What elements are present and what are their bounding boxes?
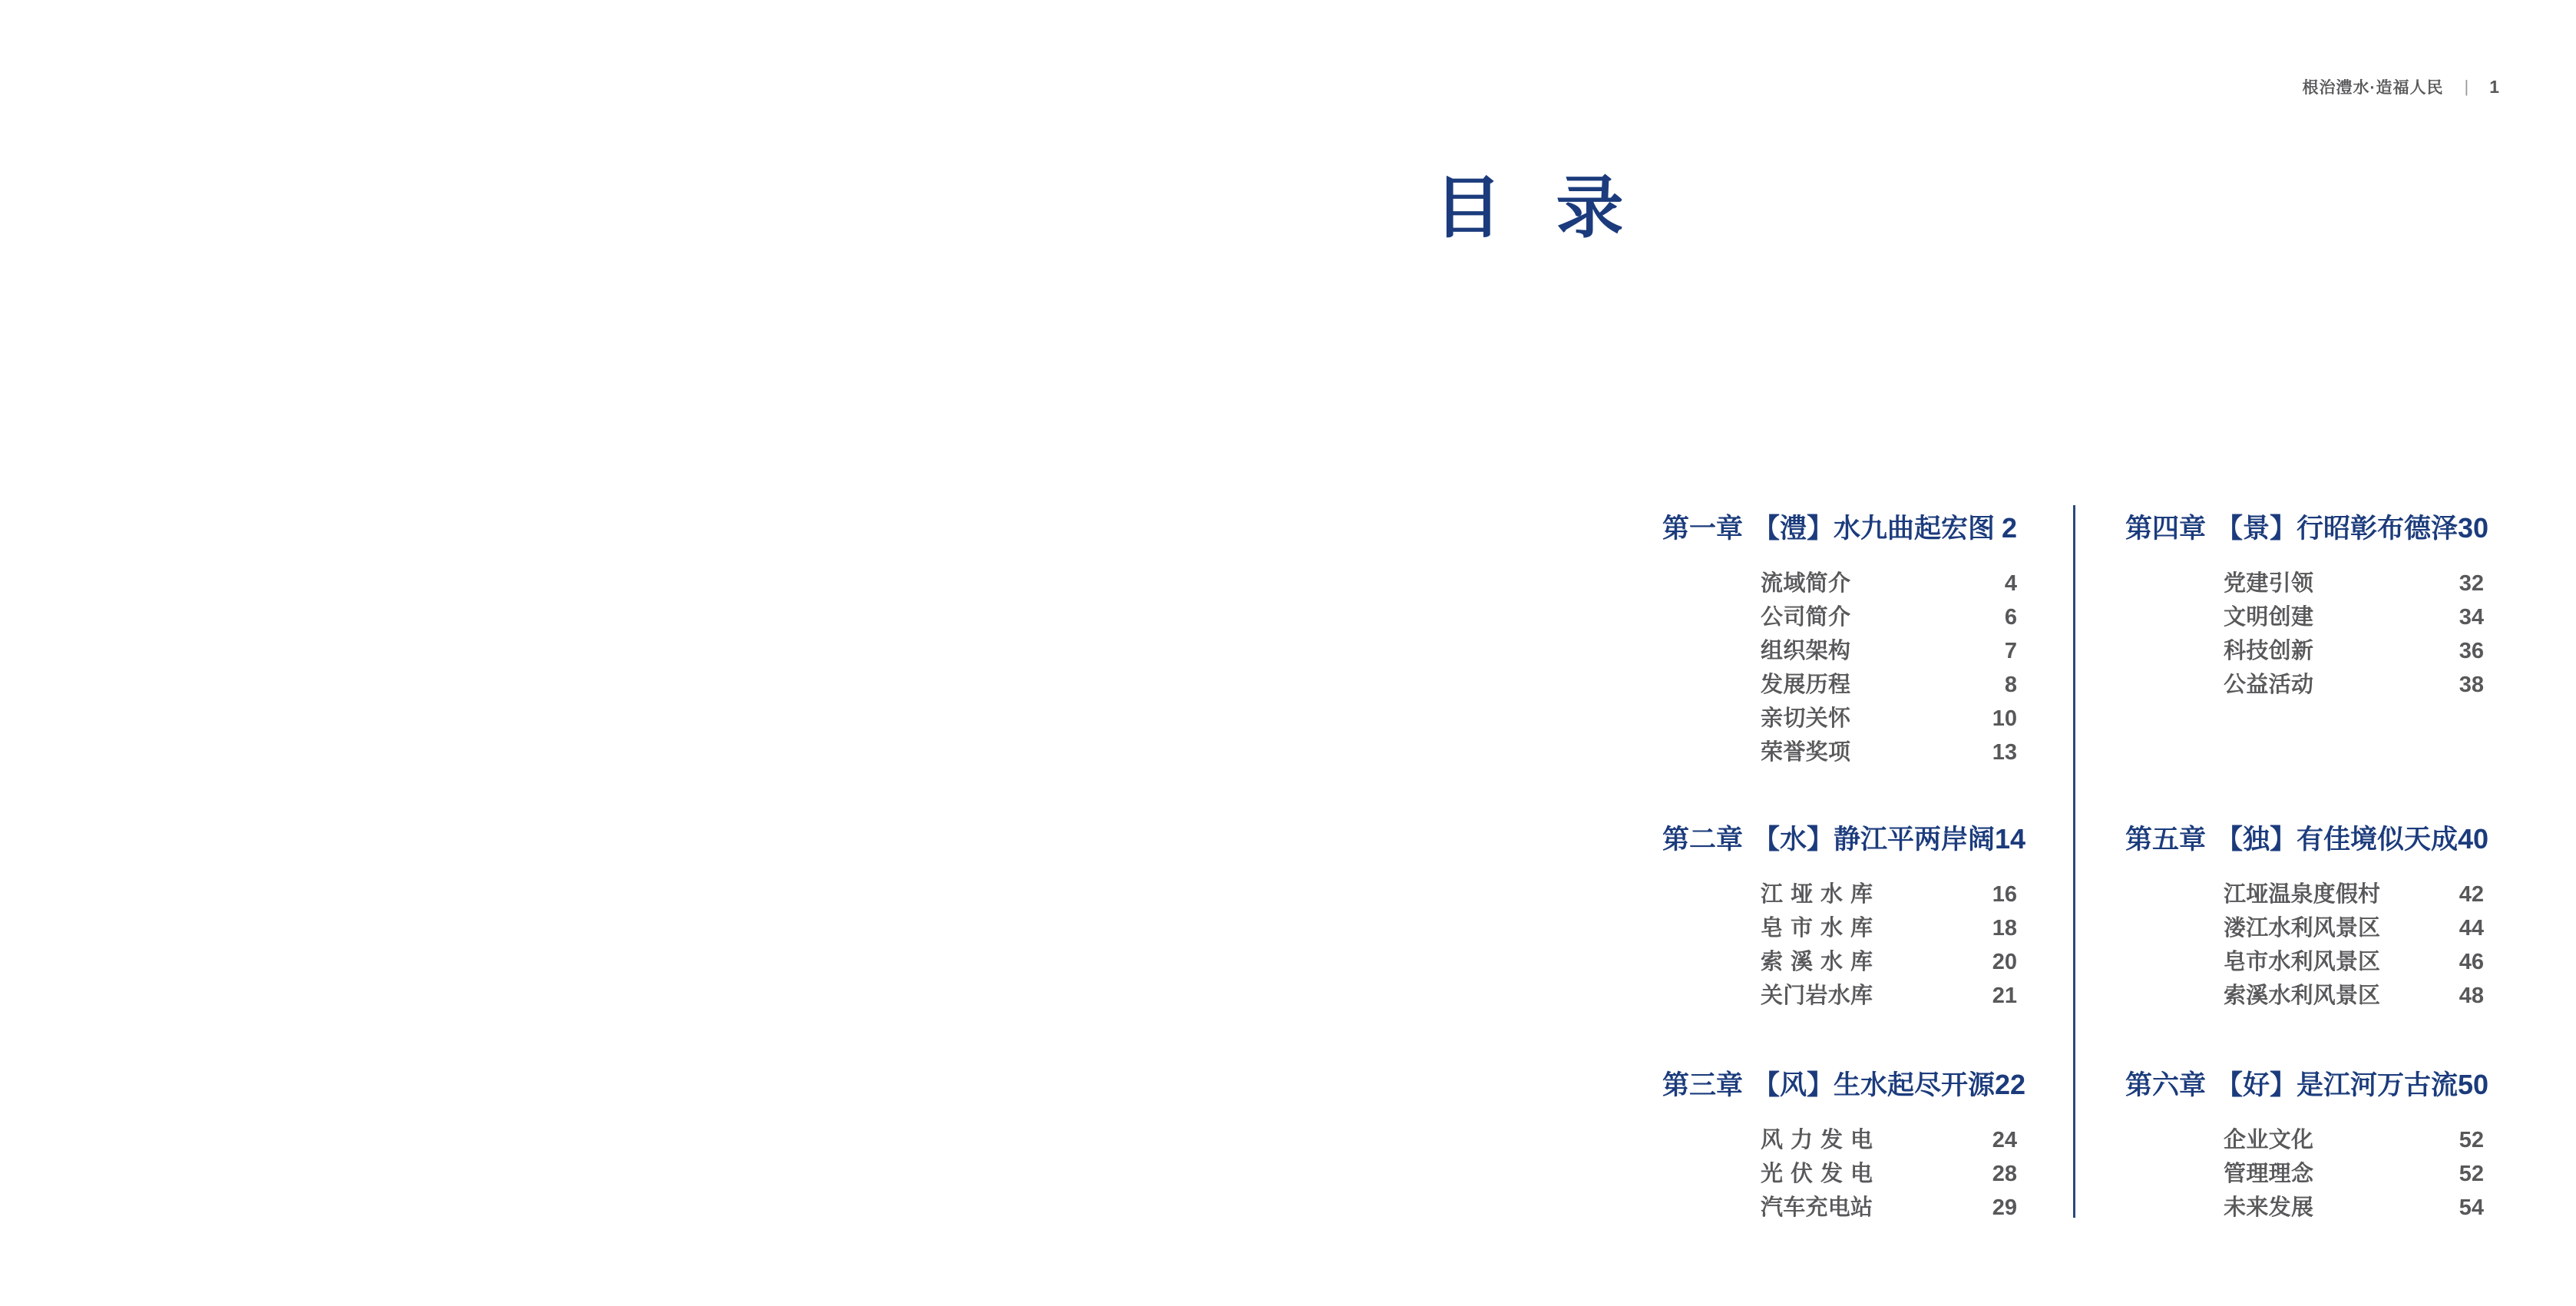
- chapter-title: 【风】生水起尽开源: [1753, 1070, 1996, 1100]
- chapter-page-number: 40: [2458, 823, 2489, 855]
- column-divider: [2073, 505, 2075, 1218]
- chapter-heading: [2125, 1063, 2489, 1106]
- toc-item-label: 组织架构: [1761, 639, 1850, 663]
- chapter-heading: [1662, 507, 2017, 550]
- toc-item-page: 4: [2004, 571, 2017, 596]
- toc-item: [2125, 567, 2484, 600]
- toc-item-page: 46: [2459, 950, 2484, 974]
- toc-item: [2125, 878, 2484, 911]
- toc-item-label: 公益活动: [2224, 673, 2313, 697]
- toc-item-label: 关门岩水库: [1761, 984, 1873, 1008]
- toc-item-page: 44: [2459, 916, 2484, 941]
- toc-item: [2125, 1123, 2484, 1157]
- chapter-prefix: 第四章: [2125, 514, 2207, 544]
- toc-item-page: 18: [1992, 916, 2017, 941]
- toc-item: [1662, 668, 2017, 702]
- toc-item-label: 科技创新: [2224, 639, 2313, 663]
- toc-item-label: 亲切关怀: [1761, 706, 1850, 731]
- toc-item-label: 江垭温泉度假村: [2224, 882, 2380, 907]
- toc-item-page: 8: [2004, 673, 2017, 697]
- toc-item: [1662, 600, 2017, 634]
- chapter-title: 【澧】水九曲起宏图: [1753, 514, 1996, 544]
- toc-item: [2125, 668, 2484, 702]
- toc-item-label: 皂市水利风景区: [2224, 950, 2380, 974]
- chapter-block-5: [2125, 818, 2489, 1013]
- toc-item: [1662, 878, 2017, 911]
- toc-item-label: 索溪水库: [1761, 950, 1873, 974]
- toc-item-page: 52: [2459, 1162, 2484, 1186]
- toc-item-label: 党建引领: [2224, 571, 2313, 596]
- chapter-title: 【好】是江河万古流: [2216, 1070, 2459, 1100]
- chapter-page-number: 22: [1995, 1069, 2026, 1100]
- chapter-page-number: 2: [2001, 512, 2017, 544]
- toc-item-page: 20: [1992, 950, 2017, 974]
- toc-item: [1662, 567, 2017, 600]
- chapter-items: [2125, 1123, 2484, 1225]
- chapter-prefix: 第一章: [1662, 514, 1744, 544]
- chapter-title: 【水】静江平两岸阔: [1753, 825, 1996, 855]
- chapter-prefix: 第五章: [2125, 825, 2207, 855]
- page-title: 目 录: [1434, 170, 1627, 246]
- toc-item-page: 7: [2004, 639, 2017, 663]
- toc-item: [2125, 1191, 2484, 1225]
- toc-item-label: 皂市水库: [1761, 916, 1873, 941]
- toc-item: [2125, 911, 2484, 945]
- chapter-block-6: [2125, 1063, 2489, 1225]
- toc-item-page: 52: [2459, 1128, 2484, 1152]
- toc-item-label: 荣誉奖项: [1761, 740, 1850, 765]
- chapter-prefix: 第三章: [1662, 1070, 1744, 1100]
- chapter-block-1: [1662, 507, 2017, 769]
- toc-item-page: 6: [2004, 605, 2017, 630]
- chapter-block-4: [2125, 507, 2489, 702]
- chapter-prefix: 第六章: [2125, 1070, 2207, 1100]
- chapter-block-2: [1662, 818, 2026, 1013]
- toc-item-page: 34: [2459, 605, 2484, 630]
- toc-item-page: 36: [2459, 639, 2484, 663]
- toc-item: [1662, 1123, 2017, 1157]
- chapter-heading: [1662, 818, 2026, 861]
- toc-item-page: 24: [1992, 1128, 2017, 1152]
- chapter-page-number: 50: [2458, 1069, 2489, 1100]
- toc-item-page: 42: [2459, 882, 2484, 907]
- toc-item: [1662, 911, 2017, 945]
- chapter-title: 【景】行昭彰布德泽: [2216, 514, 2459, 544]
- chapter-items: [2125, 878, 2484, 1013]
- toc-item-label: 江垭水库: [1761, 882, 1873, 907]
- chapter-heading: [1662, 1063, 2026, 1106]
- toc-item: [1662, 702, 2017, 736]
- toc-item: [2125, 1157, 2484, 1191]
- toc-item-label: 汽车充电站: [1761, 1195, 1873, 1220]
- chapter-prefix: 第二章: [1662, 825, 1744, 855]
- toc-item: [1662, 634, 2017, 668]
- toc-item: [2125, 634, 2484, 668]
- toc-item-label: 光伏发电: [1761, 1162, 1873, 1186]
- toc-item-label: 溇江水利风景区: [2224, 916, 2380, 941]
- running-head-slogan: 根治澧水·造福人民: [2302, 79, 2444, 97]
- toc-item-label: 索溪水利风景区: [2224, 984, 2380, 1008]
- chapter-page-number: 14: [1995, 823, 2026, 855]
- chapter-block-3: [1662, 1063, 2026, 1225]
- running-head: [2302, 75, 2499, 98]
- toc-item-page: 13: [1992, 740, 2017, 765]
- toc-item: [2125, 979, 2484, 1013]
- toc-item: [1662, 1191, 2017, 1225]
- running-head-separator: |: [2464, 77, 2469, 96]
- toc-item: [1662, 945, 2017, 979]
- toc-item-label: 文明创建: [2224, 605, 2313, 630]
- chapter-items: [2125, 567, 2484, 702]
- toc-item: [1662, 736, 2017, 769]
- toc-item: [2125, 600, 2484, 634]
- toc-item-page: 16: [1992, 882, 2017, 907]
- chapter-heading: [2125, 507, 2489, 550]
- toc-item-label: 发展历程: [1761, 673, 1850, 697]
- toc-item-page: 21: [1992, 984, 2017, 1008]
- toc-item: [2125, 945, 2484, 979]
- toc-item: [1662, 979, 2017, 1013]
- chapter-page-number: 30: [2458, 512, 2489, 544]
- chapter-items: [1662, 1123, 2017, 1225]
- chapter-heading: [2125, 818, 2489, 861]
- toc-item-page: 28: [1992, 1162, 2017, 1186]
- toc-item-label: 管理理念: [2224, 1162, 2313, 1186]
- toc-item-label: 未来发展: [2224, 1195, 2313, 1220]
- toc-item-label: 公司简介: [1761, 605, 1850, 630]
- toc-item-page: 32: [2459, 571, 2484, 596]
- toc-item-page: 38: [2459, 673, 2484, 697]
- chapter-items: [1662, 567, 2017, 769]
- toc-item-label: 企业文化: [2224, 1128, 2313, 1152]
- toc-item-page: 48: [2459, 984, 2484, 1008]
- running-head-page-number: 1: [2489, 76, 2499, 97]
- chapter-items: [1662, 878, 2017, 1013]
- toc-item: [1662, 1157, 2017, 1191]
- chapter-title: 【独】有佳境似天成: [2216, 825, 2459, 855]
- toc-item-label: 流域简介: [1761, 571, 1850, 596]
- toc-item-page: 29: [1992, 1195, 2017, 1220]
- toc-item-label: 风力发电: [1761, 1128, 1873, 1152]
- toc-item-page: 10: [1992, 706, 2017, 731]
- toc-item-page: 54: [2459, 1195, 2484, 1220]
